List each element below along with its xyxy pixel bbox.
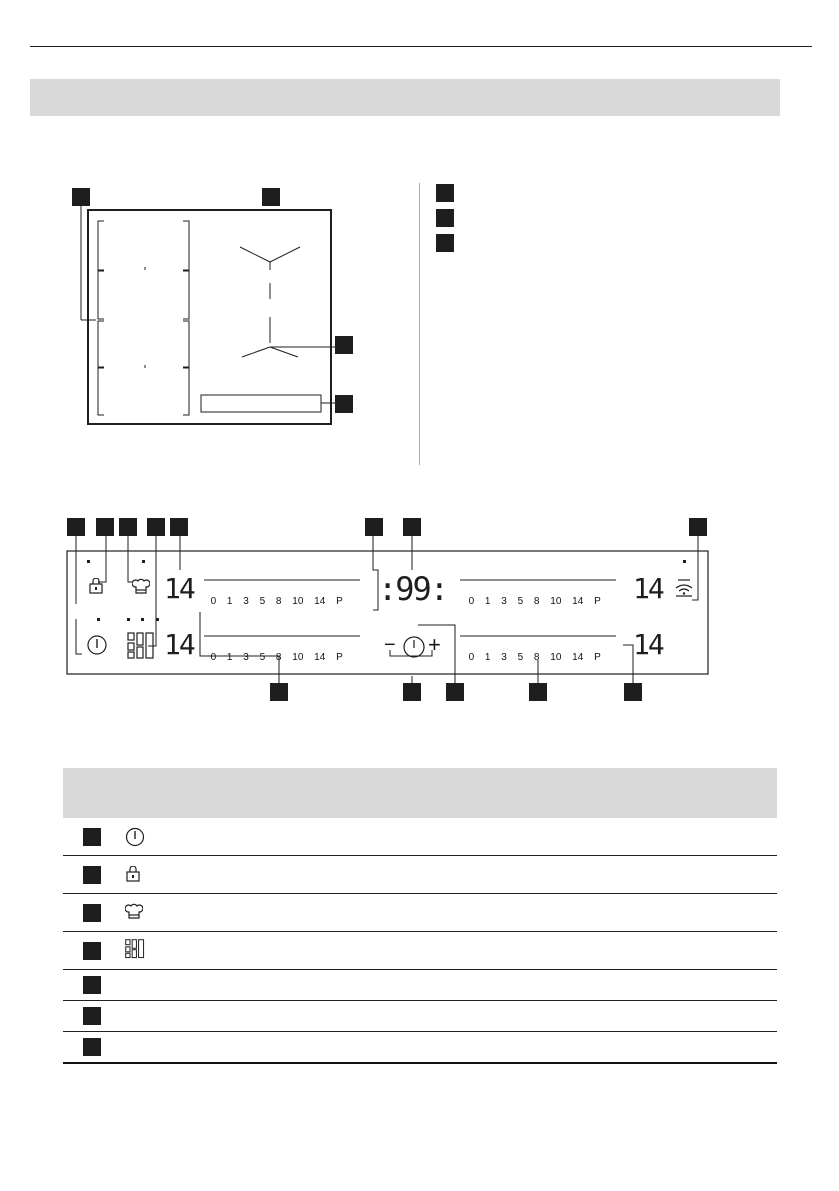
upper-left-power-scale[interactable]: 0 1 3 5 8 10 14 P bbox=[210, 596, 343, 607]
legend-badge-2 bbox=[436, 209, 454, 227]
legend-badge-3 bbox=[436, 234, 454, 252]
table-row bbox=[63, 970, 777, 1001]
lower-left-display: 14 bbox=[164, 628, 194, 661]
diagram-divider bbox=[419, 183, 420, 465]
table-row bbox=[63, 818, 777, 856]
row-badge bbox=[83, 866, 101, 884]
upper-right-power-scale[interactable]: 0 1 3 5 8 10 14 P bbox=[468, 596, 601, 607]
timer-plus-button[interactable]: + bbox=[428, 632, 441, 657]
control-panel-frame bbox=[60, 530, 720, 690]
legend-badge-1 bbox=[436, 184, 454, 202]
chef-hat-icon bbox=[125, 902, 143, 920]
lower-right-display: 14 bbox=[633, 628, 663, 661]
row-badge bbox=[83, 904, 101, 922]
lock-icon bbox=[125, 866, 141, 882]
row-badge bbox=[83, 942, 101, 960]
row-badge bbox=[83, 828, 101, 846]
zone-bridge-icon bbox=[127, 632, 155, 660]
hood-wave-icon bbox=[674, 578, 694, 598]
zone-bridge-icon bbox=[125, 938, 145, 960]
section-header-band bbox=[30, 79, 780, 116]
power-icon bbox=[125, 827, 145, 847]
timer-minus-button[interactable]: − bbox=[384, 634, 396, 656]
row-badge bbox=[83, 1038, 101, 1056]
row-badge bbox=[83, 1007, 101, 1025]
lower-right-power-scale[interactable]: 0 1 3 5 8 10 14 P bbox=[468, 652, 601, 663]
lock-icon bbox=[88, 578, 104, 594]
upper-right-display: 14 bbox=[633, 572, 663, 605]
timer-icon bbox=[402, 635, 426, 659]
table-row bbox=[63, 1032, 777, 1064]
table-row bbox=[63, 894, 777, 932]
table-row bbox=[63, 932, 777, 970]
hob-diagram bbox=[60, 195, 370, 435]
timer-display: :99: bbox=[378, 570, 448, 608]
power-icon bbox=[86, 634, 108, 656]
lower-left-power-scale[interactable]: 0 1 3 5 8 10 14 P bbox=[210, 652, 343, 663]
upper-left-display: 14 bbox=[164, 572, 194, 605]
top-rule bbox=[30, 46, 812, 47]
table-header bbox=[63, 768, 777, 818]
table-row bbox=[63, 1001, 777, 1032]
row-badge bbox=[83, 976, 101, 994]
table-row bbox=[63, 856, 777, 894]
chef-hat-icon bbox=[132, 577, 150, 595]
